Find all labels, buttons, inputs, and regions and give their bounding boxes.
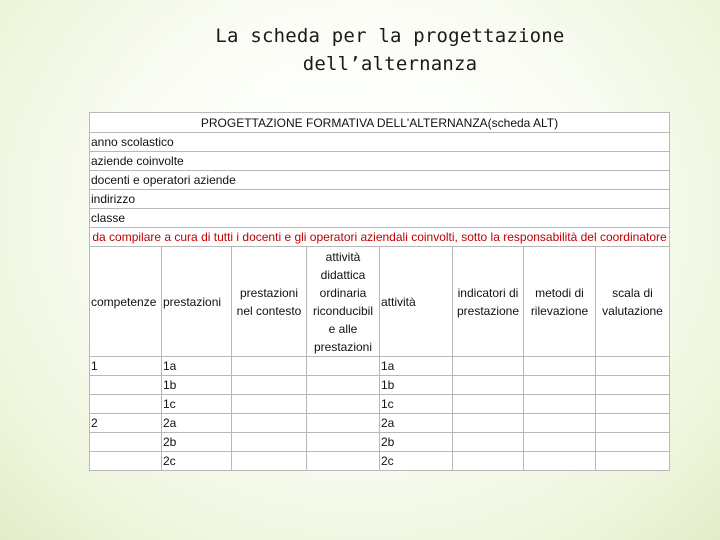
- cell-empty: [596, 357, 670, 376]
- cell-competenza: [90, 452, 162, 471]
- cell-attivita: 1c: [380, 395, 453, 414]
- table-row: [90, 414, 670, 433]
- info-row-docenti: docenti e operatori aziende: [90, 171, 670, 190]
- table-row: [90, 433, 670, 452]
- cell-empty: [232, 357, 307, 376]
- table-header: PROGETTAZIONE FORMATIVA DELL'ALTERNANZA(scheda ALT): [90, 113, 670, 133]
- cell-empty: [453, 414, 524, 433]
- cell-empty: [307, 376, 380, 395]
- compilation-note: da compilare a cura di tutti i docenti e gli operatori aziendali coinvolti, sotto la responsabilità del coordinatore: [90, 228, 670, 247]
- slide-title: [190, 22, 590, 78]
- cell-empty: [453, 395, 524, 414]
- cell-empty: [453, 376, 524, 395]
- info-row-classe: classe: [90, 209, 670, 228]
- table-row: [90, 376, 670, 395]
- cell-empty: [307, 433, 380, 452]
- title-line-1: La scheda per la progettazione: [215, 25, 565, 47]
- cell-prestazione: 1a: [162, 357, 232, 376]
- cell-competenza: [90, 395, 162, 414]
- cell-prestazione: 1b: [162, 376, 232, 395]
- cell-attivita: 2b: [380, 433, 453, 452]
- cell-prestazione: 2c: [162, 452, 232, 471]
- cell-empty: [232, 376, 307, 395]
- cell-empty: [596, 395, 670, 414]
- cell-empty: [524, 433, 596, 452]
- cell-competenza: 2: [90, 414, 162, 433]
- cell-attivita: 1a: [380, 357, 453, 376]
- cell-empty: [307, 414, 380, 433]
- cell-empty: [596, 452, 670, 471]
- col-prestazioni-contesto: prestazioni nel contesto: [232, 247, 307, 357]
- cell-competenza: [90, 433, 162, 452]
- cell-empty: [307, 357, 380, 376]
- cell-competenza: 1: [90, 357, 162, 376]
- cell-empty: [453, 357, 524, 376]
- info-row-indirizzo: indirizzo: [90, 190, 670, 209]
- cell-empty: [524, 452, 596, 471]
- col-prestazioni: prestazioni: [162, 247, 232, 357]
- cell-empty: [524, 357, 596, 376]
- cell-empty: [307, 452, 380, 471]
- cell-attivita: 2c: [380, 452, 453, 471]
- cell-empty: [453, 433, 524, 452]
- progettazione-table: [89, 112, 670, 471]
- cell-prestazione: 2a: [162, 414, 232, 433]
- table-row: [90, 357, 670, 376]
- cell-empty: [232, 414, 307, 433]
- cell-empty: [232, 395, 307, 414]
- cell-empty: [596, 433, 670, 452]
- col-metodi: metodi di rilevazione: [524, 247, 596, 357]
- table-row: [90, 395, 670, 414]
- cell-empty: [453, 452, 524, 471]
- col-attivita: attività: [380, 247, 453, 357]
- cell-prestazione: 1c: [162, 395, 232, 414]
- info-row-aziende: aziende coinvolte: [90, 152, 670, 171]
- col-competenze: competenze: [90, 247, 162, 357]
- table-row: [90, 452, 670, 471]
- cell-empty: [307, 395, 380, 414]
- cell-empty: [524, 376, 596, 395]
- col-indicatori: indicatori di prestazione: [453, 247, 524, 357]
- title-line-2: dell’alternanza: [302, 53, 478, 75]
- cell-empty: [524, 414, 596, 433]
- info-row-anno: anno scolastico: [90, 133, 670, 152]
- cell-attivita: 1b: [380, 376, 453, 395]
- cell-prestazione: 2b: [162, 433, 232, 452]
- col-attivita-didattica: attività didattica ordinaria riconducibil e alle prestazioni: [307, 247, 380, 357]
- cell-attivita: 2a: [380, 414, 453, 433]
- cell-empty: [524, 395, 596, 414]
- cell-empty: [232, 433, 307, 452]
- cell-empty: [232, 452, 307, 471]
- cell-competenza: [90, 376, 162, 395]
- col-scala: scala di valutazione: [596, 247, 670, 357]
- cell-empty: [596, 376, 670, 395]
- cell-empty: [596, 414, 670, 433]
